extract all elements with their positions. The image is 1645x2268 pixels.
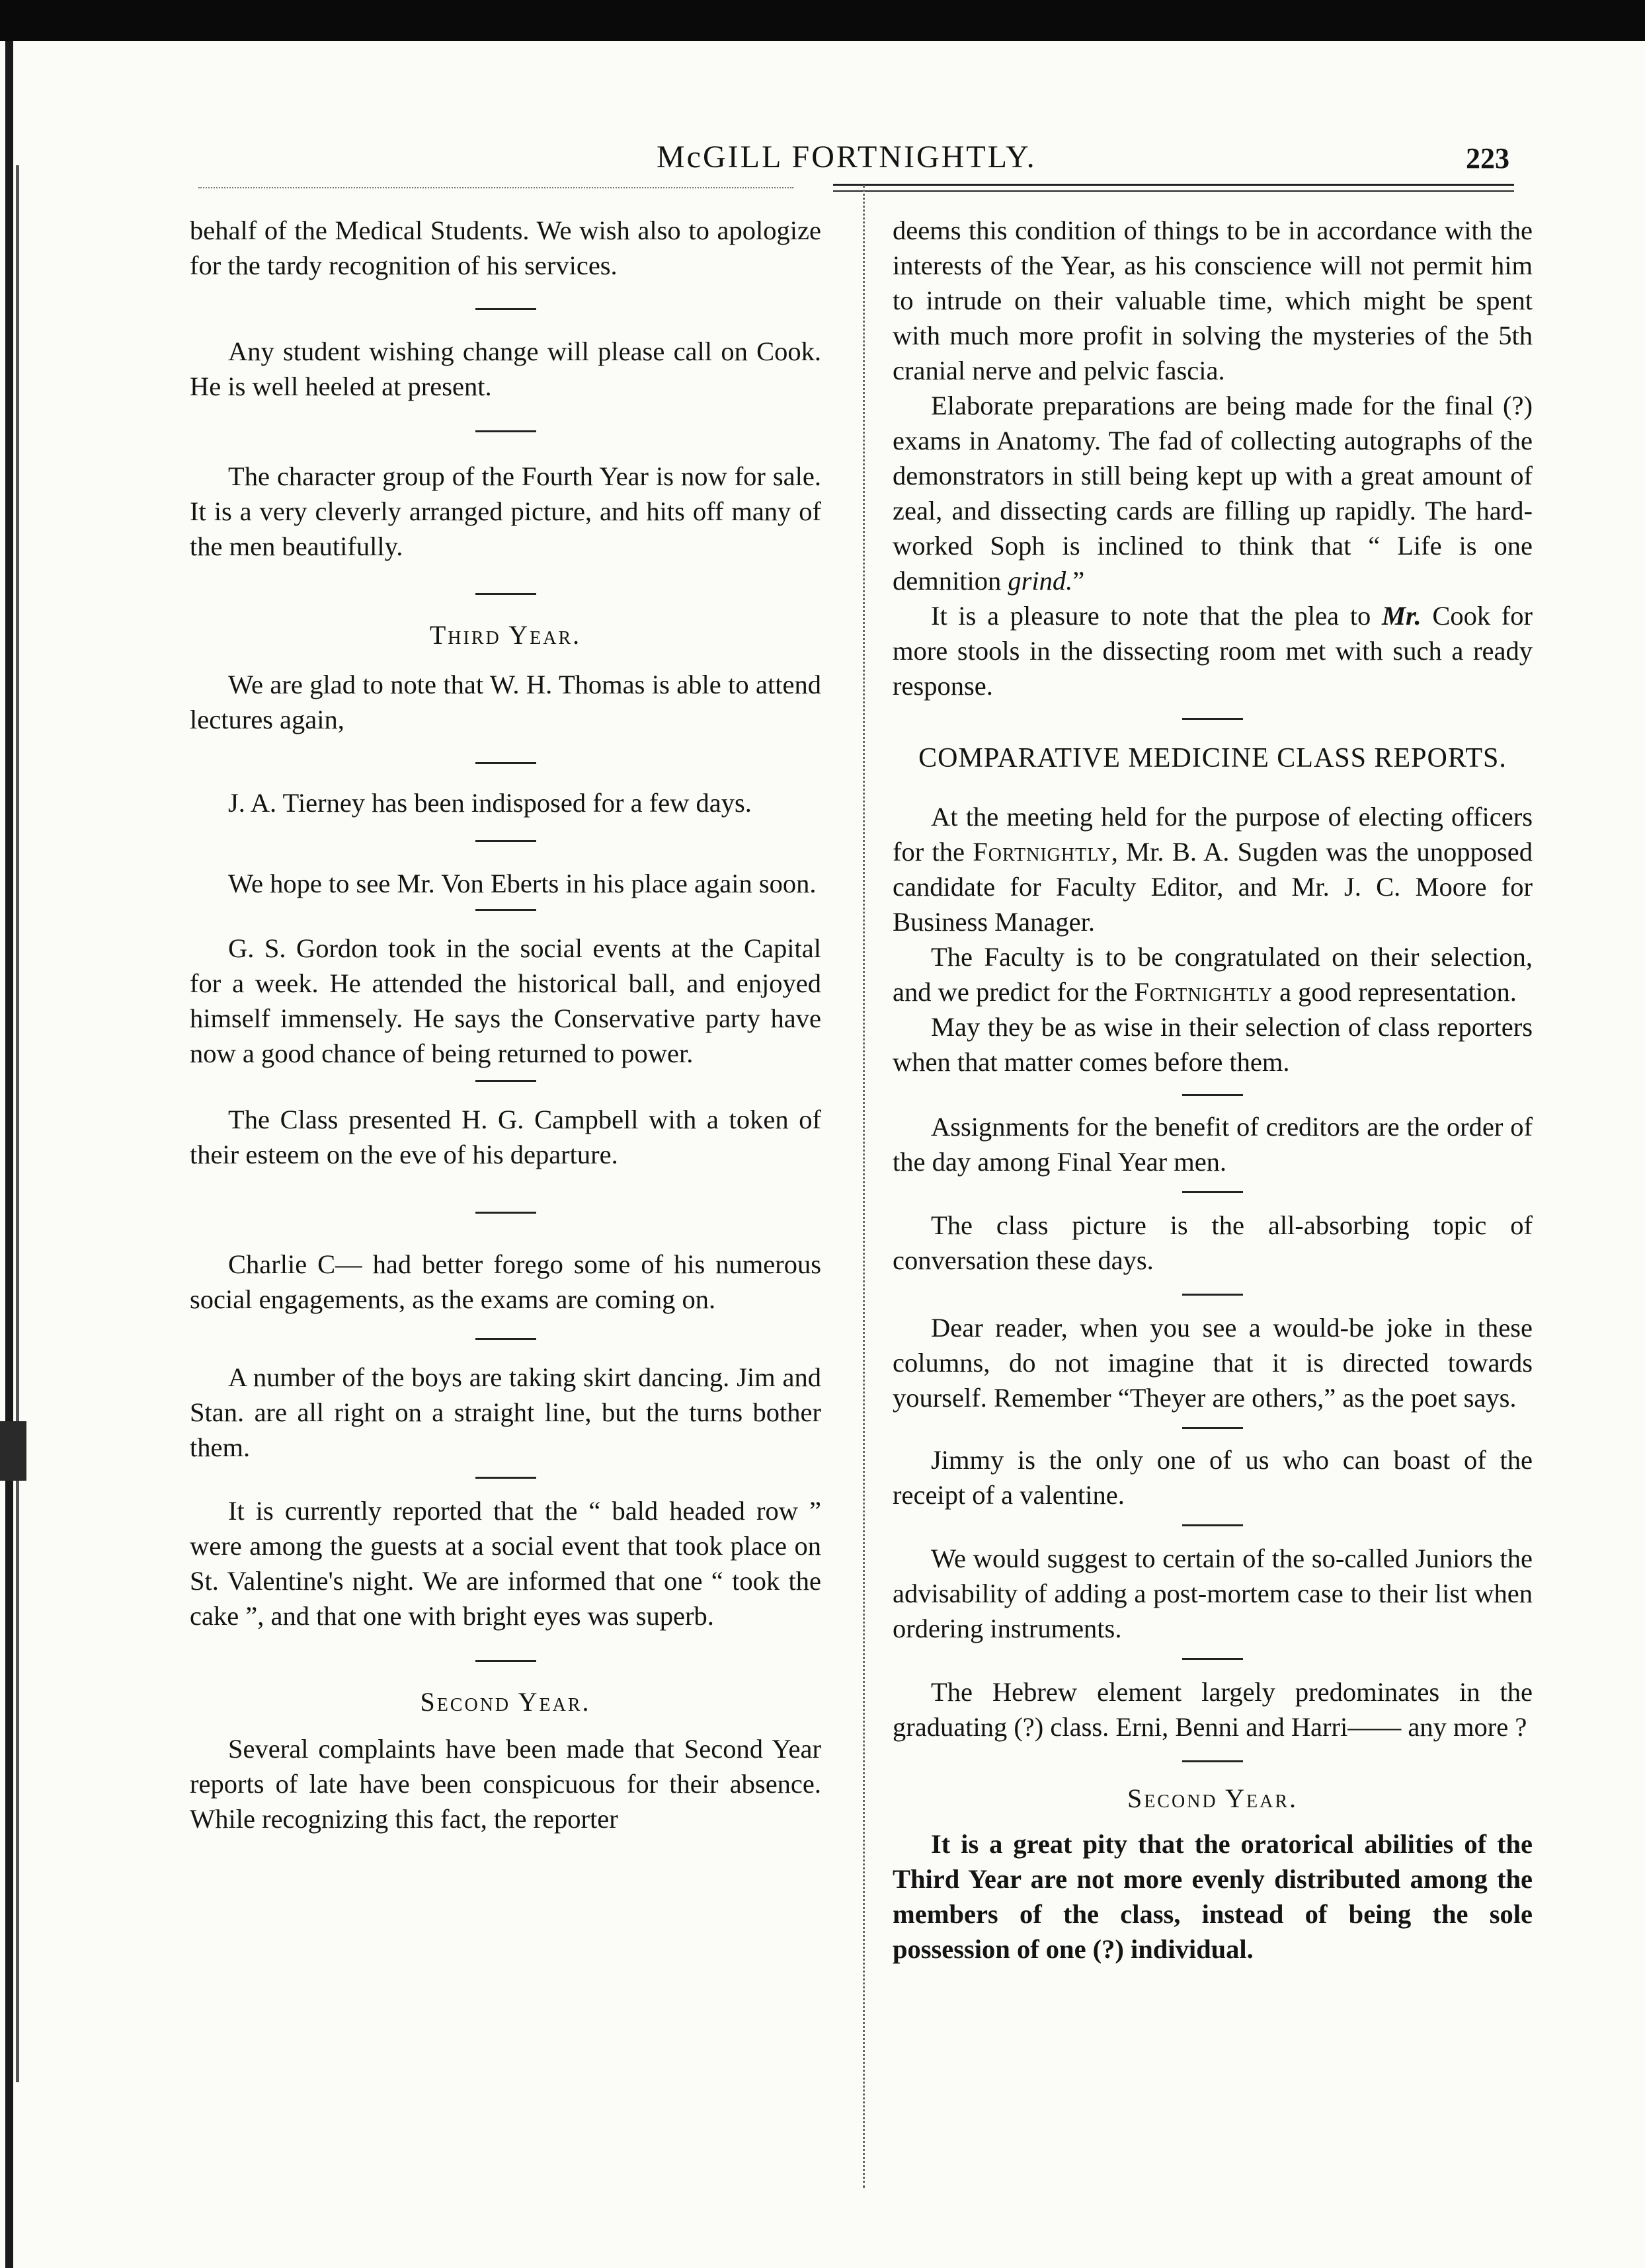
paragraph: Dear reader, when you see a would-be joke in these columns, do not imagine that it is directed towards yourself. Remember “Theyer are others,” as the poet says. [893,1313,1533,1413]
paragraph: deems this condition of things to be in accordance with the interests of the Year, as his conscience will not permit him to intrude on their valuable time, which might be spent with much more profit in solving the mysteries of the 5th cranial nerve and pelvic fascia. [893,215,1533,385]
section-heading: Second Year. [420,1687,591,1717]
page-header [171,132,1509,178]
paragraph: The character group of the Fourth Year is now for sale. It is a very cleverly arranged picture, and hits off many of the men beautifully. [190,461,821,561]
paragraph: Several complaints have been made that Second Year reports of late have been conspicuous for their absence. While recognizing this fact, the reporter [190,1734,821,1834]
left-column [190,213,821,1836]
paragraph: A number of the boys are taking skirt dancing. Jim and Stan. are all right on a straight line, but the turns bother them. [190,1362,821,1462]
paragraph: Assignments for the benefit of creditors are the order of the day among Final Year men. [893,1112,1533,1177]
scan-top-border [0,0,1645,41]
section-heading: Third Year. [429,620,582,650]
header-rule [833,184,1514,192]
paragraph: We are glad to note that W. H. Thomas is able to attend lectures again, [190,670,821,734]
paragraph: We would suggest to certain of the so-called Juniors the advisability of adding a post-mortem case to their list when ordering instruments. [893,1544,1533,1643]
section-heading: Second Year. [1127,1783,1299,1813]
column-divider [863,185,865,2188]
paragraph: Charlie C— had better forego some of his numerous social engagements, as the exams are coming on. [190,1249,821,1314]
paragraph: We hope to see Mr. Von Eberts in his place again soon. [228,869,817,898]
paragraph: May they be as wise in their selection of class reporters when that matter comes before them. [893,1012,1533,1077]
paragraph: Elaborate preparations are being made for the final (?) exams in Anatomy. The fad of collecting autographs of the demonstrators in still being kept up with a great amount of zeal, and dissecting cards are filling up rapidly. The hard-worked Soph is inclined to think that “ Life is one demnition grind.” [893,391,1533,596]
paragraph: It is a great pity that the oratorical abilities of the Third Year are not more evenly distributed among the members of the class, instead of being the sole possession of one (?) individual. [893,1829,1533,1964]
paragraph: The Class presented H. G. Campbell with a token of their esteem on the eve of his departure. [190,1105,821,1169]
paragraph: G. S. Gordon took in the social events at the Capital for a week. He attended the historical ball, and enjoyed himself immensely. He says the Conservative party have now a good chance of being returned to power. [190,933,821,1068]
right-column [893,213,1533,1967]
paragraph: At the meeting held for the purpose of electing officers for the Fortnightly, Mr. B. A. Sugden was the unopposed candidate for Faculty Editor, and Mr. J. C. Moore for Business Manager. [893,802,1533,937]
paragraph: The class picture is the all-absorbing topic of conversation these days. [893,1210,1533,1275]
header-rule-left [198,187,793,188]
section-heading: COMPARATIVE MEDICINE CLASS REPORTS. [918,743,1507,773]
paragraph: It is currently reported that the “ bald headed row ” were among the guests at a social event that took place on St. Valentine's night. We are informed that one “ took the cake ”, and that one with bright eyes was superb. [190,1496,821,1631]
scan-binding-shadow [16,165,19,2082]
paragraph: behalf of the Medical Students. We wish also to apologize for the tardy recognition of his services. [190,215,821,280]
running-title: McGILL FORTNIGHTLY. [657,139,1037,175]
paragraph: It is a pleasure to note that the plea to Mr. Cook for more stools in the dissecting room met with such a ready response. [893,601,1533,701]
paragraph: The Hebrew element largely predominates in the graduating (?) class. Erni, Benni and Harri—— any more ? [893,1677,1533,1742]
paragraph: Jimmy is the only one of us who can boast of the receipt of a valentine. [893,1445,1533,1510]
scan-left-border [5,41,13,2268]
paragraph: J. A. Tierney has been indisposed for a few days. [228,788,752,818]
paragraph: The Faculty is to be congratulated on their selection, and we predict for the Fortnightly a good representation. [893,942,1533,1007]
page-number: 223 [1466,142,1509,175]
scan-binding-mark [0,1421,26,1481]
paragraph: Any student wishing change will please call on Cook. He is well heeled at present. [190,336,821,401]
